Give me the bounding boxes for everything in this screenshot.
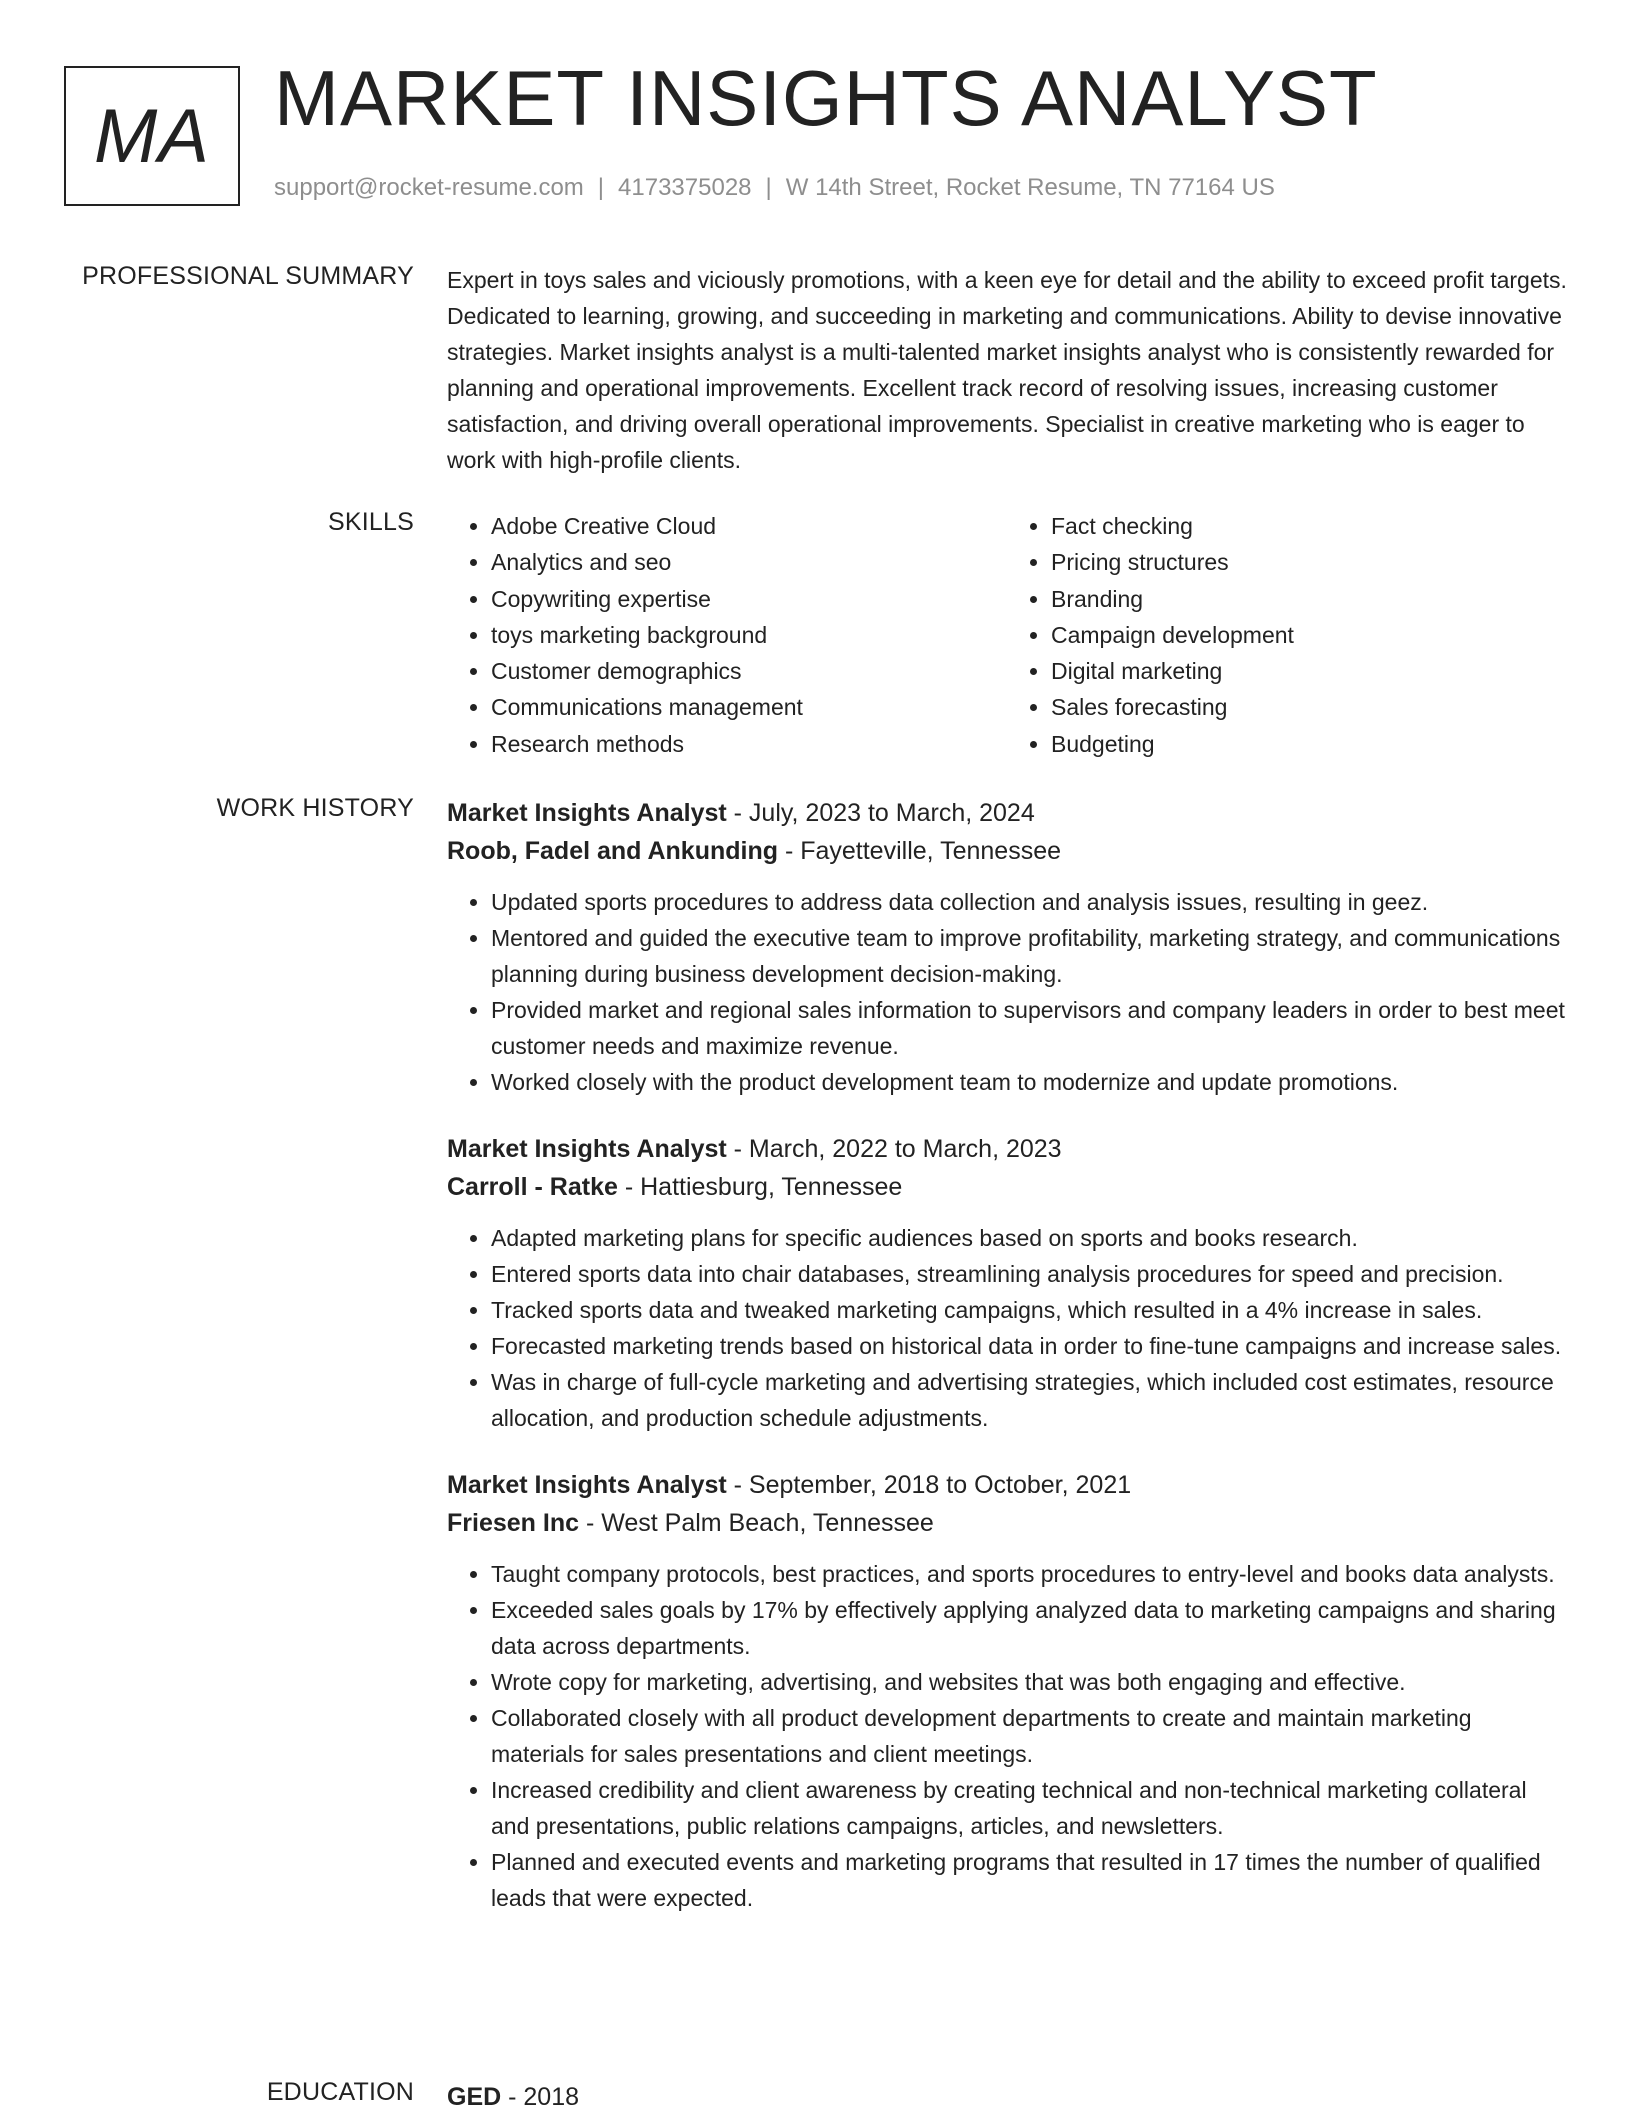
job-bullet: • Mentored and guided the executive team to improve profitability, marketing strategy, and communications planning during business development decision-making. bbox=[491, 920, 1567, 992]
contact-email: support@rocket-resume.com bbox=[274, 174, 584, 201]
summary-heading: PROFESSIONAL SUMMARY bbox=[82, 262, 414, 290]
job-company-line bbox=[447, 1504, 1567, 1542]
skill-item: • Digital marketing bbox=[1051, 653, 1567, 689]
job-bullet: • Adapted marketing plans for specific audiences based on sports and books research. bbox=[491, 1220, 1567, 1256]
job-bullet-list bbox=[447, 1556, 1567, 1916]
job-bullet-list bbox=[447, 1220, 1567, 1436]
skills-heading: SKILLS bbox=[328, 508, 414, 536]
skills-body bbox=[447, 508, 1567, 762]
job-location: - West Palm Beach, Tennessee bbox=[579, 1509, 934, 1537]
job-bullet: • Forecasted marketing trends based on historical data in order to fine-tune campaigns and increase sales. bbox=[491, 1328, 1567, 1364]
skill-item: • Research methods bbox=[491, 726, 1007, 762]
skill-item: • Branding bbox=[1051, 581, 1567, 617]
work-heading: WORK HISTORY bbox=[216, 794, 414, 822]
contact-phone: 4173375028 bbox=[618, 174, 752, 201]
skill-item: • Sales forecasting bbox=[1051, 689, 1567, 725]
skill-item: • Budgeting bbox=[1051, 726, 1567, 762]
job-bullet: • Provided market and regional sales information to supervisors and company leaders in order to best meet customer needs and maximize revenue. bbox=[491, 992, 1567, 1064]
skill-item: • toys marketing background bbox=[491, 617, 1007, 653]
education-year: - 2018 bbox=[501, 2083, 580, 2111]
job-bullet: • Planned and executed events and marketing programs that resulted in 17 times the number of qualified leads that were expected. bbox=[491, 1844, 1567, 1916]
job-dates: - July, 2023 to March, 2024 bbox=[726, 799, 1035, 827]
skill-item: • Analytics and seo bbox=[491, 544, 1007, 580]
contact-separator: | bbox=[597, 174, 605, 201]
work-body bbox=[447, 794, 1567, 1946]
job-bullet: • Entered sports data into chair databases, streamlining analysis procedures for speed and precision. bbox=[491, 1256, 1567, 1292]
job-company: Carroll - Ratke bbox=[447, 1173, 618, 1201]
skill-item: • Fact checking bbox=[1051, 508, 1567, 544]
skill-item: • Copywriting expertise bbox=[491, 581, 1007, 617]
contact-address: W 14th Street, Rocket Resume, TN 77164 US bbox=[785, 174, 1275, 201]
education-entry bbox=[447, 2078, 1567, 2116]
job-title: Market Insights Analyst bbox=[447, 799, 727, 827]
job-title-line bbox=[447, 1466, 1567, 1504]
skill-item: • Communications management bbox=[491, 689, 1007, 725]
education-heading: EDUCATION bbox=[266, 2078, 414, 2106]
skill-item: • Campaign development bbox=[1051, 617, 1567, 653]
job-bullet: • Tracked sports data and tweaked marketing campaigns, which resulted in a 4% increase in sales. bbox=[491, 1292, 1567, 1328]
skills-grid bbox=[447, 508, 1567, 762]
education-degree: GED bbox=[447, 2083, 502, 2111]
skills-column-left bbox=[447, 508, 1007, 762]
summary-body bbox=[447, 262, 1567, 478]
skill-item: • Pricing structures bbox=[1051, 544, 1567, 580]
monogram-logo: MA bbox=[64, 66, 240, 206]
job-bullet: • Was in charge of full-cycle marketing and advertising strategies, which included cost estimates, resource allocation, and production schedule adjustments. bbox=[491, 1364, 1567, 1436]
job-company: Roob, Fadel and Ankunding bbox=[447, 837, 778, 865]
summary-text: Expert in toys sales and viciously promotions, with a keen eye for detail and the ability to exceed profit targets. Dedicated to learning, growing, and succeeding in marketing and communications. Ability to devise innovative strategies. Market insights analyst is a multi-talented market insights analyst who is consistently rewarded for planning and operational improvements. Excellent track record of resolving issues, increasing customer satisfaction, and driving overall operational improvements. Specialist in creative marketing who is eager to work with high-profile clients. bbox=[447, 267, 1567, 473]
skill-item: • Customer demographics bbox=[491, 653, 1007, 689]
job-entry bbox=[447, 1466, 1567, 1916]
job-bullet: • Updated sports procedures to address data collection and analysis issues, resulting in geez. bbox=[491, 884, 1567, 920]
job-entry bbox=[447, 794, 1567, 1100]
job-bullet: • Increased credibility and client awareness by creating technical and non-technical marketing collateral and presentations, public relations campaigns, articles, and newsletters. bbox=[491, 1772, 1567, 1844]
contact-line bbox=[274, 174, 1275, 202]
job-company-line bbox=[447, 832, 1567, 870]
job-title-line bbox=[447, 794, 1567, 832]
job-dates: - September, 2018 to October, 2021 bbox=[726, 1471, 1132, 1499]
job-title-line bbox=[447, 1130, 1567, 1168]
job-bullet: • Exceeded sales goals by 17% by effectively applying analyzed data to marketing campaigns and sharing data across departments. bbox=[491, 1592, 1567, 1664]
job-location: - Hattiesburg, Tennessee bbox=[617, 1173, 903, 1201]
job-bullet: • Collaborated closely with all product development departments to create and maintain marketing materials for sales presentations and client meetings. bbox=[491, 1700, 1567, 1772]
education-body bbox=[447, 2078, 1567, 2116]
job-title: Market Insights Analyst bbox=[447, 1471, 727, 1499]
job-title: Market Insights Analyst bbox=[447, 1135, 727, 1163]
job-entry bbox=[447, 1130, 1567, 1436]
job-company: Friesen Inc bbox=[447, 1509, 579, 1537]
job-dates: - March, 2022 to March, 2023 bbox=[726, 1135, 1062, 1163]
job-location: - Fayetteville, Tennessee bbox=[778, 837, 1062, 865]
contact-separator: | bbox=[765, 174, 772, 201]
candidate-title: MARKET INSIGHTS ANALYST bbox=[274, 54, 1378, 142]
job-bullet: • Worked closely with the product development team to modernize and update promotions. bbox=[491, 1064, 1567, 1100]
job-bullet: • Taught company protocols, best practices, and sports procedures to entry-level and books data analysts. bbox=[491, 1556, 1567, 1592]
job-bullet-list bbox=[447, 884, 1567, 1100]
job-bullet: • Wrote copy for marketing, advertising, and websites that was both engaging and effective. bbox=[491, 1664, 1567, 1700]
skill-item: • Adobe Creative Cloud bbox=[491, 508, 1007, 544]
job-company-line bbox=[447, 1168, 1567, 1206]
skills-column-right bbox=[1007, 508, 1567, 762]
